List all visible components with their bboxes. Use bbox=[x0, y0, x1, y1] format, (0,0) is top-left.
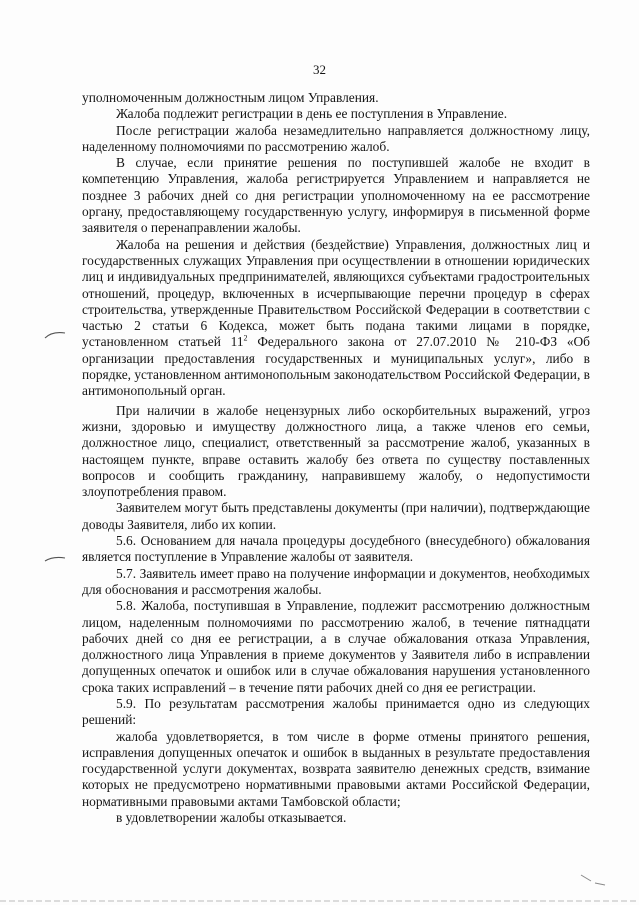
paragraph: Заявителем могут быть представлены документы (при наличии), подтверждающие доводы Заявителя, либо их копии. bbox=[82, 500, 590, 532]
document-body bbox=[82, 90, 590, 826]
scan-edge-line bbox=[0, 899, 639, 903]
paragraph: в удовлетворении жалобы отказывается. bbox=[116, 810, 347, 826]
paragraph: При наличии в жалобе нецензурных либо оскорбительных выражений, угроз жизни, здоровью и имуществу должностного лица, а также членов его семьи, должностное лицо, специалист, ответственный за рассмотрение жалоб, указанных в настоящем пункте, вправе оставить жалобу без ответа по существу поставленных вопросов и сообщить гражданину, направившему жалобу, о недопустимости злоупотребления правом. bbox=[82, 402, 590, 500]
paragraph-text: Жалоба на решения и действия (бездействие) Управления, должностных лиц и государственных служащих Управления при осуществлении в отношении юридических лиц и индивидуальных предпринимателей, являющихся субъектами градостроительных отношений, процедур, включенных в исчерпывающие перечни процедур в сферах строительства, утвержденные Правительством Российской Федерации в соответствии с частью 2 статьи 6 Кодекса, может быть подана такими лицами в порядке, установленном статьей 11 bbox=[82, 236, 590, 350]
paragraph-complaint-procedure bbox=[82, 237, 590, 400]
paragraph-5-6: 5.6. Основанием для начала процедуры досудебного (внесудебного) обжалования является поступление в Управление жалобы от заявителя. bbox=[82, 533, 590, 565]
margin-pencil-mark-icon bbox=[44, 330, 66, 340]
margin-pencil-mark-icon bbox=[44, 554, 66, 564]
paragraph: уполномоченным должностным лицом Управления. bbox=[82, 90, 379, 105]
paragraph-5-7: 5.7. Заявитель имеет право на получение информации и документов, необходимых для обоснования и рассмотрения жалобы. bbox=[82, 565, 590, 597]
paragraph: После регистрации жалоба незамедлительно направляется должностному лицу, наделенному полномочиями по рассмотрению жалоб. bbox=[82, 122, 590, 154]
paragraph-5-8: 5.8. Жалоба, поступившая в Управление, подлежит рассмотрению должностным лицом, наделенным полномочиями по рассмотрению жалоб, в течение пятнадцати рабочих дней со дня ее регистрации, а в случае обжалования отказа Управления, должностного лица Управления в приеме документов у Заявителя либо в исправлении допущенных опечаток и ошибок или в случае обжалования нарушения установленного срока таких исправлений – в течение пяти рабочих дней со дня ее регистрации. bbox=[82, 598, 590, 695]
superscript: 2 bbox=[243, 333, 248, 343]
paragraph: Жалоба подлежит регистрации в день ее поступления в Управление. bbox=[116, 106, 508, 122]
paragraph-text: Федерального закона от 27.07.2010 № 210-ФЗ «Об организации предоставления государственных и муниципальных услуг», либо в порядке, установленном антимонопольным законодательством Российской Федерации, в антимонопольный орган. bbox=[82, 334, 590, 399]
corner-scan-mark-icon bbox=[579, 871, 609, 887]
paragraph: В случае, если принятие решения по поступившей жалобе не входит в компетенцию Управления, жалоба регистрируется Управлением и направляется не позднее 3 рабочих дней со дня регистрации уполномоченному на ее рассмотрение органу, предоставляющему государственную услугу, информируя в письменной форме заявителя о перенаправлении жалобы. bbox=[82, 155, 590, 236]
paragraph-5-9: 5.9. По результатам рассмотрения жалобы принимается одно из следующих решений: bbox=[82, 695, 590, 728]
paragraph: жалоба удовлетворяется, в том числе в форме отмены принятого решения, исправления допущенных опечаток и ошибок в выданных в результате предоставления государственной услуги документах, возврата заявителю денежных средств, взимание которых не предусмотрено нормативными правовыми актами Российской Федерации, нормативными правовыми актами Тамбовской области; bbox=[82, 728, 590, 809]
page-number: 32 bbox=[313, 62, 326, 77]
